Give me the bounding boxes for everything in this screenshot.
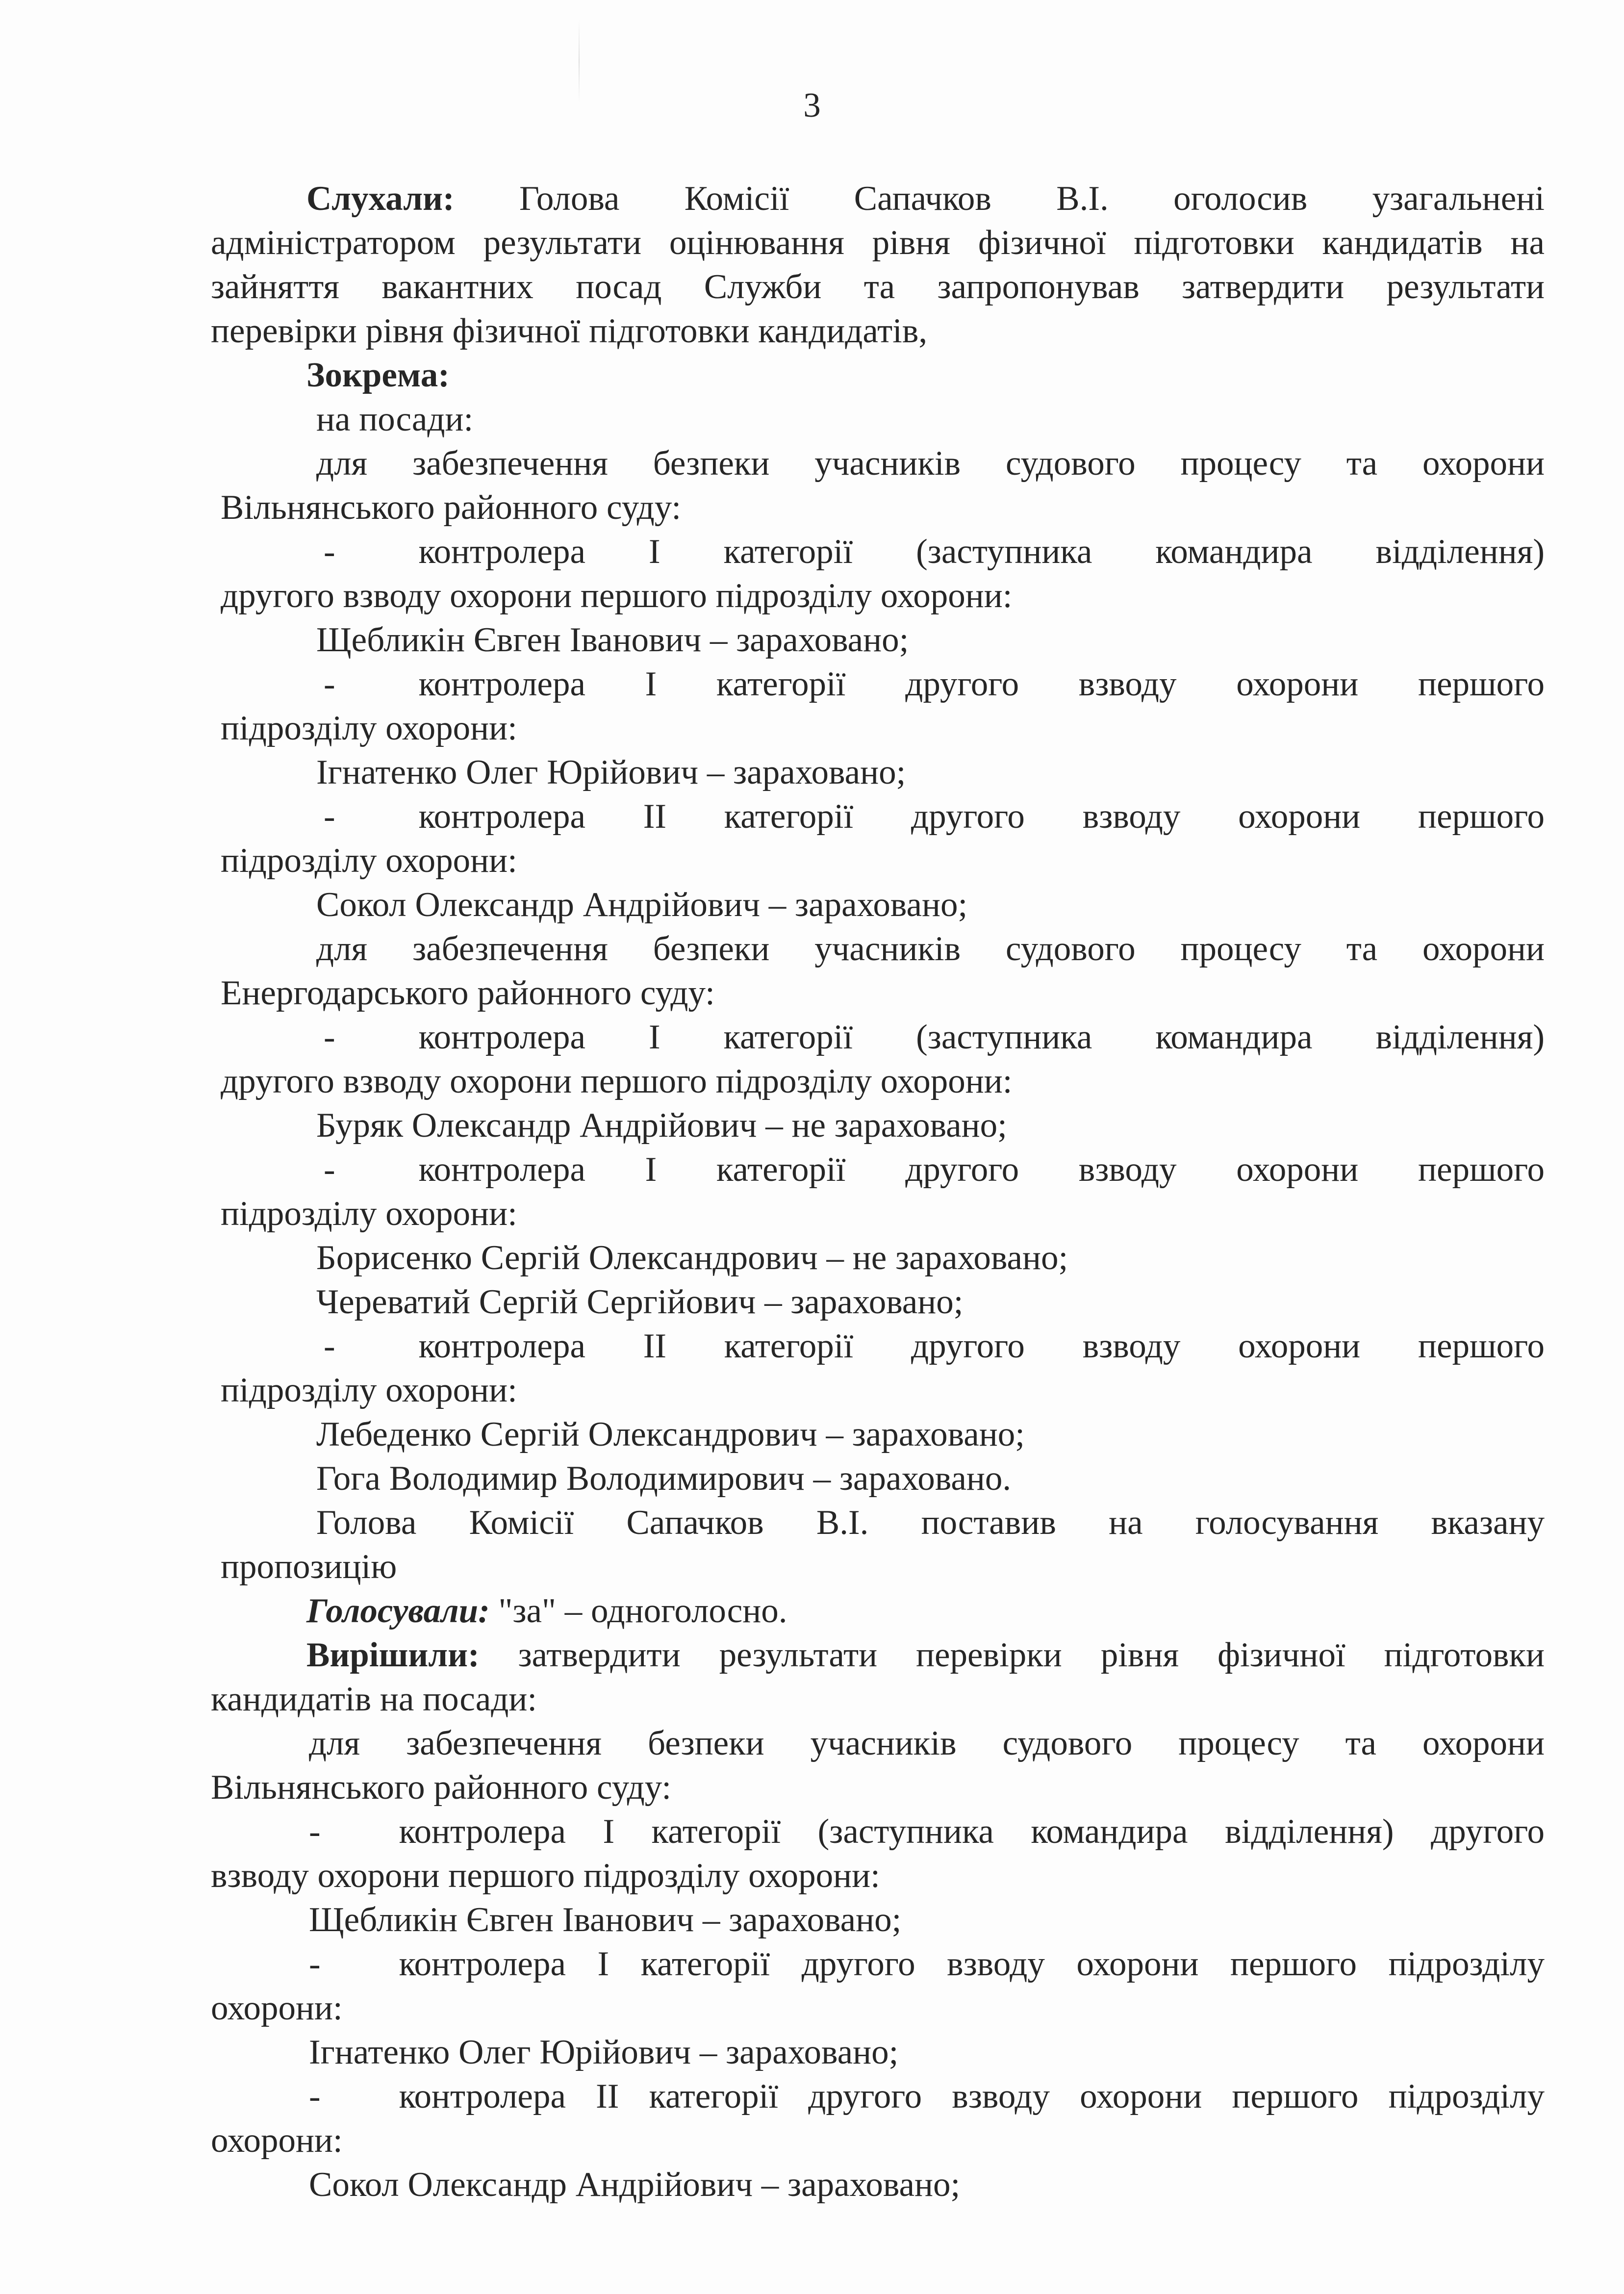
dash: - xyxy=(309,2077,321,2116)
position-continued: взводу охорони першого підрозділу охорони: xyxy=(211,1857,880,1895)
heard-line-4: перевірки рівня фізичної підготовки кандидатів, xyxy=(211,312,928,350)
position-text: контролера I категорії (заступника командира відділення) другого xyxy=(399,1812,1545,1851)
position-item xyxy=(211,1015,1545,1059)
position-text: контролера I категорії другого взводу охорони першого підрозділу xyxy=(399,1945,1545,1983)
page-number: 3 xyxy=(803,86,821,125)
candidate-result: Череватий Сергій Сергійович – зараховано; xyxy=(316,1283,964,1321)
position-text: контролера II категорії другого взводу охорони першого xyxy=(418,1327,1545,1365)
position-text: контролера I категорії (заступника командира відділення) xyxy=(418,1018,1545,1056)
position-text: контролера I категорії другого взводу охорони першого xyxy=(418,665,1545,703)
document-body xyxy=(211,177,1545,2207)
candidate-result: Буряк Олександр Андрійович – не зараховано; xyxy=(316,1106,1007,1145)
heard-line-2: адміністратором результати оцінювання рівня фізичної підготовки кандидатів на xyxy=(211,224,1545,262)
position-text: контролера II категорії другого взводу охорони першого xyxy=(418,797,1545,836)
in-particular-label: Зокрема: xyxy=(306,356,450,394)
position-continued: підрозділу охорони: xyxy=(221,1195,517,1233)
position-text: контролера II категорії другого взводу охорони першого підрозділу xyxy=(399,2077,1545,2116)
position-text: контролера I категорії (заступника командира відділення) xyxy=(418,533,1545,571)
court-name-enerhodar: Енергодарського районного суду: xyxy=(221,974,715,1012)
position-item xyxy=(211,794,1545,839)
voted-label: Голосували: xyxy=(306,1592,490,1630)
candidate-result: Щебликін Євген Іванович – зараховано; xyxy=(309,1901,902,1939)
decided-line-1 xyxy=(211,1633,1545,1677)
position-item xyxy=(211,1324,1545,1368)
positions-intro: на посади: xyxy=(316,400,474,438)
heard-line-3: зайняття вакантних посад Служби та запропонував затвердити результати xyxy=(211,268,1545,306)
position-continued: підрозділу охорони: xyxy=(221,1371,517,1409)
candidate-result: Ігнатенко Олег Юрійович – зараховано; xyxy=(309,2033,899,2071)
dash: - xyxy=(309,1812,321,1851)
dash: - xyxy=(309,1945,321,1983)
dash: - xyxy=(324,1327,335,1365)
court-intro-enerhodar: для забезпечення безпеки учасників судового процесу та охорони xyxy=(316,930,1545,968)
candidate-result: Щебликін Євген Іванович – зараховано; xyxy=(316,621,909,659)
heard-label: Слухали: xyxy=(306,179,455,218)
position-continued: підрозділу охорони: xyxy=(221,841,517,880)
court-intro-vilniansk-2: для забезпечення безпеки учасників судового процесу та охорони xyxy=(309,1724,1545,1762)
candidate-result: Лебеденко Сергій Олександрович – зараховано; xyxy=(316,1415,1025,1453)
decided-line-2: кандидатів на посади: xyxy=(211,1680,537,1718)
candidate-result: Ігнатенко Олег Юрійович – зараховано; xyxy=(316,753,906,791)
dash: - xyxy=(324,533,335,571)
position-continued: другого взводу охорони першого підрозділу охорони: xyxy=(221,577,1013,615)
position-item xyxy=(211,2074,1545,2118)
position-item xyxy=(211,662,1545,706)
position-continued: підрозділу охорони: xyxy=(221,709,517,747)
decided-label: Вирішили: xyxy=(306,1636,480,1674)
position-item xyxy=(211,1810,1545,1854)
vote-proposal-line-2: пропозицію xyxy=(221,1548,397,1586)
position-continued: охорони: xyxy=(211,2121,343,2160)
vote-proposal-line-1: Голова Комісії Сапачков В.І. поставив на голосування вказану xyxy=(316,1504,1545,1542)
position-item xyxy=(211,1942,1545,1986)
heard-text-1: Голова Комісії Сапачков В.І. оголосив узагальнені xyxy=(519,179,1545,218)
position-text: контролера I категорії другого взводу охорони першого xyxy=(418,1150,1545,1189)
court-intro-vilniansk: для забезпечення безпеки учасників судового процесу та охорони xyxy=(316,444,1545,483)
candidate-result: Борисенко Сергій Олександрович – не зараховано; xyxy=(316,1239,1068,1277)
dash: - xyxy=(324,797,335,836)
position-item xyxy=(211,1147,1545,1192)
position-continued: охорони: xyxy=(211,1989,343,2027)
heard-line-1 xyxy=(211,177,1545,221)
court-name-vilniansk-2: Вільнянського районного суду: xyxy=(211,1768,672,1807)
decided-text: затвердити результати перевірки рівня фізичної підготовки xyxy=(518,1636,1545,1674)
candidate-result: Сокол Олександр Андрійович – зараховано; xyxy=(316,886,968,924)
dash: - xyxy=(324,1018,335,1056)
voted-result: "за" – одноголосно. xyxy=(498,1592,787,1630)
dash: - xyxy=(324,665,335,703)
court-name-vilniansk: Вільнянського районного суду: xyxy=(221,488,682,527)
candidate-result: Гога Володимир Володимирович – зараховано. xyxy=(316,1459,1012,1498)
position-item xyxy=(211,530,1545,574)
dash: - xyxy=(324,1150,335,1189)
position-continued: другого взводу охорони першого підрозділу охорони: xyxy=(221,1062,1013,1100)
candidate-result: Сокол Олександр Андрійович – зараховано; xyxy=(309,2166,961,2204)
voted-line xyxy=(211,1589,1545,1633)
